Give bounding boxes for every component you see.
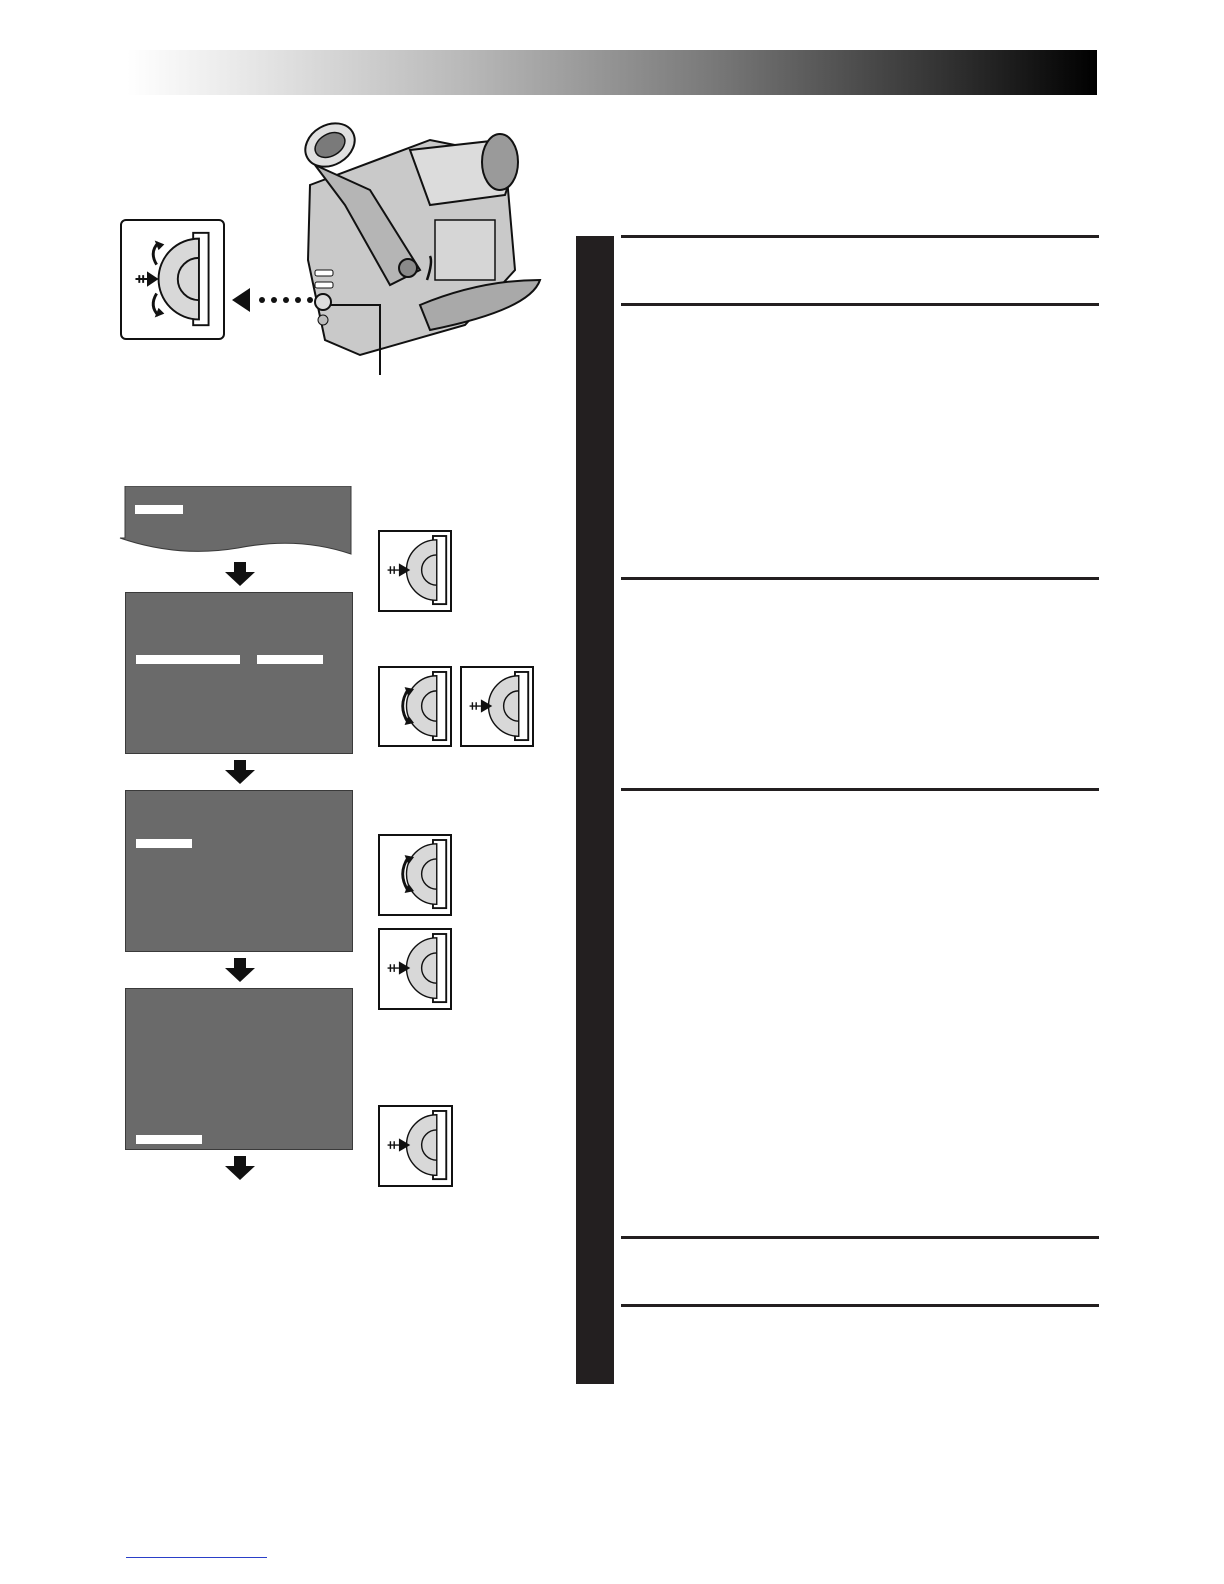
rule-5 [621,1236,1099,1239]
menu-highlight [136,839,192,848]
step-band [576,236,614,1384]
rule-2 [621,303,1099,306]
dial-instruction [378,1105,453,1187]
down-arrow-icon [225,562,255,586]
dial-instruction [460,666,534,747]
menu-highlight [136,1135,202,1144]
rule-3 [621,577,1099,580]
dial-push-icon [380,1107,451,1185]
menu-highlight [136,655,240,664]
dial-push-icon [380,532,450,610]
menu-screen [125,790,353,952]
menu-highlight [135,505,183,514]
dial-instruction [378,666,452,747]
dial-turn-icon [380,836,450,914]
menu-screen [125,988,353,1150]
rule-6 [621,1304,1099,1307]
dial-push-icon [380,930,450,1008]
down-arrow-icon [225,958,255,982]
header-gradient-bar [127,50,1097,95]
dial-instruction [378,530,452,612]
rule-1 [621,235,1099,238]
down-arrow-icon [225,1156,255,1180]
dial-push-icon [462,668,532,745]
menu-highlight [257,655,323,664]
menu-screen [118,486,354,556]
footer-link-underline[interactable] [126,1557,267,1558]
menu-screen [125,592,353,754]
dial-instruction [378,834,452,916]
select-dial-push-turn-icon [122,221,223,338]
down-arrow-icon [225,760,255,784]
camcorder-illustration [230,110,550,380]
select-dial-callout [120,219,225,340]
dial-turn-icon [380,668,450,745]
callout-pointer-icon [232,288,250,312]
rule-4 [621,788,1099,791]
dial-instruction [378,928,452,1010]
